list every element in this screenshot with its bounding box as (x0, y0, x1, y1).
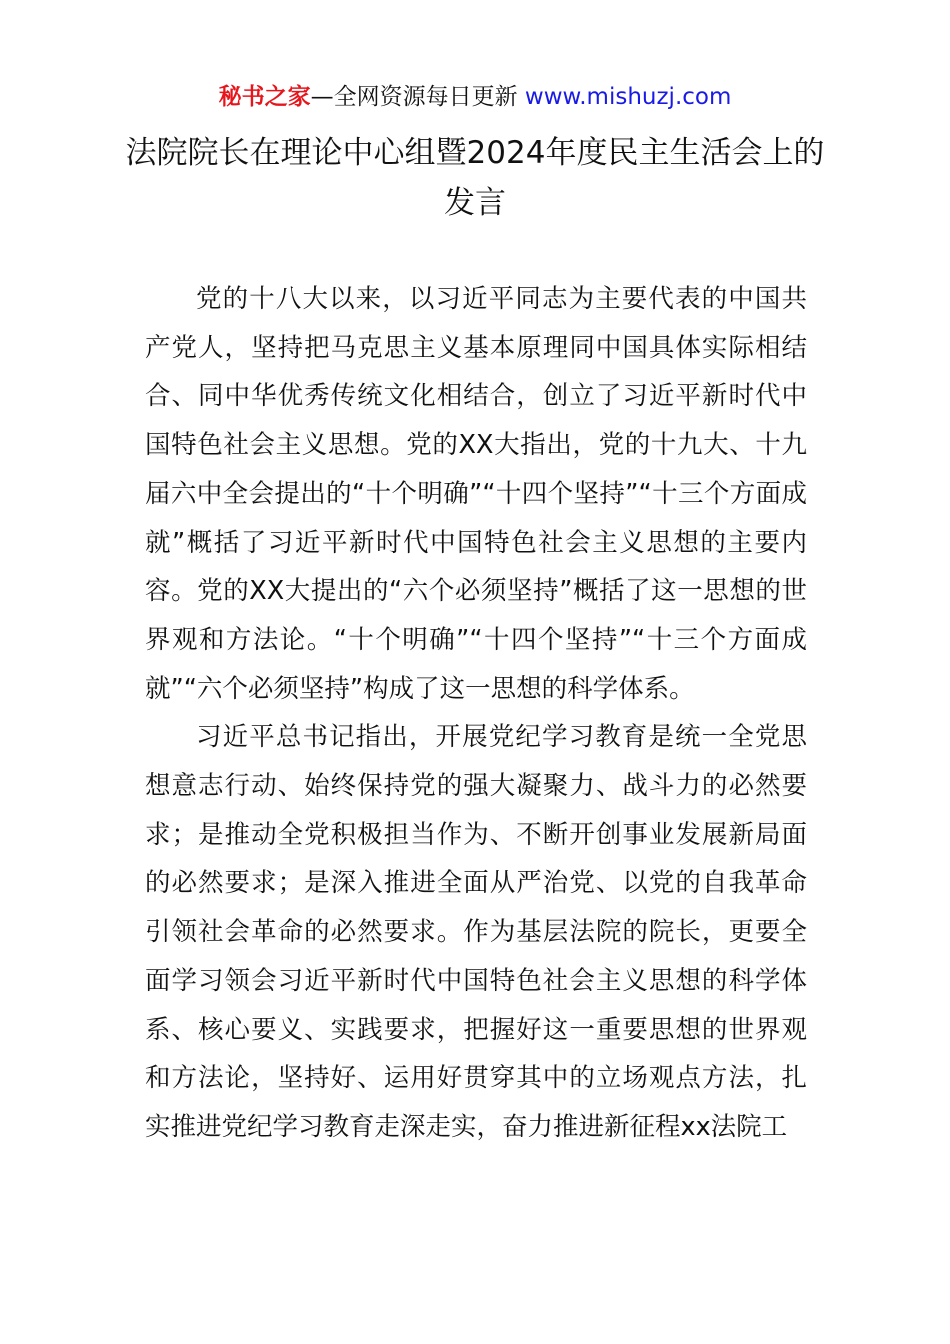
document-body (145, 275, 807, 1152)
site-brand: 秘书之家 (218, 84, 311, 110)
site-tagline: —全网资源每日更新 (310, 84, 525, 110)
document-title: 法院院长在理论中心组暨2024年度民主生活会上的发言 (125, 135, 825, 221)
paragraph: 党的十八大以来，以习近平同志为主要代表的中国共产党人，坚持把马克思主义基本原理同中国具体实际相结合、同中华优秀传统文化相结合，创立了习近平新时代中国特色社会主义思想。党的XX大指出，党的十九大、十九届六中全会提出的“十个明确”“十四个坚持”“十三个方面成就”概括了习近平新时代中国特色社会主义思想的主要内容。党的XX大提出的“六个必须坚持”概括了这一思想的世界观和方法论。“十个明确”“十四个坚持”“十三个方面成就”“六个必须坚持”构成了这一思想的科学体系。 (145, 284, 807, 704)
paragraph: 习近平总书记指出，开展党纪学习教育是统一全党思想意志行动、始终保持党的强大凝聚力、战斗力的必然要求；是推动全党积极担当作为、不断开创事业发展新局面的必然要求；是深入推进全面从严治党、以党的自我革命引领社会革命的必然要求。作为基层法院的院长，更要全面学习领会习近平新时代中国特色社会主义思想的科学体系、核心要义、实践要求，把握好这一重要思想的世界观和方法论，坚持好、运用好贯穿其中的立场观点方法，扎实推进党纪学习教育走深走实，奋力推进新征程xx法院工 (145, 722, 807, 1142)
site-url-link[interactable]: www.mishuzj.com (524, 84, 732, 110)
site-header (0, 80, 950, 114)
